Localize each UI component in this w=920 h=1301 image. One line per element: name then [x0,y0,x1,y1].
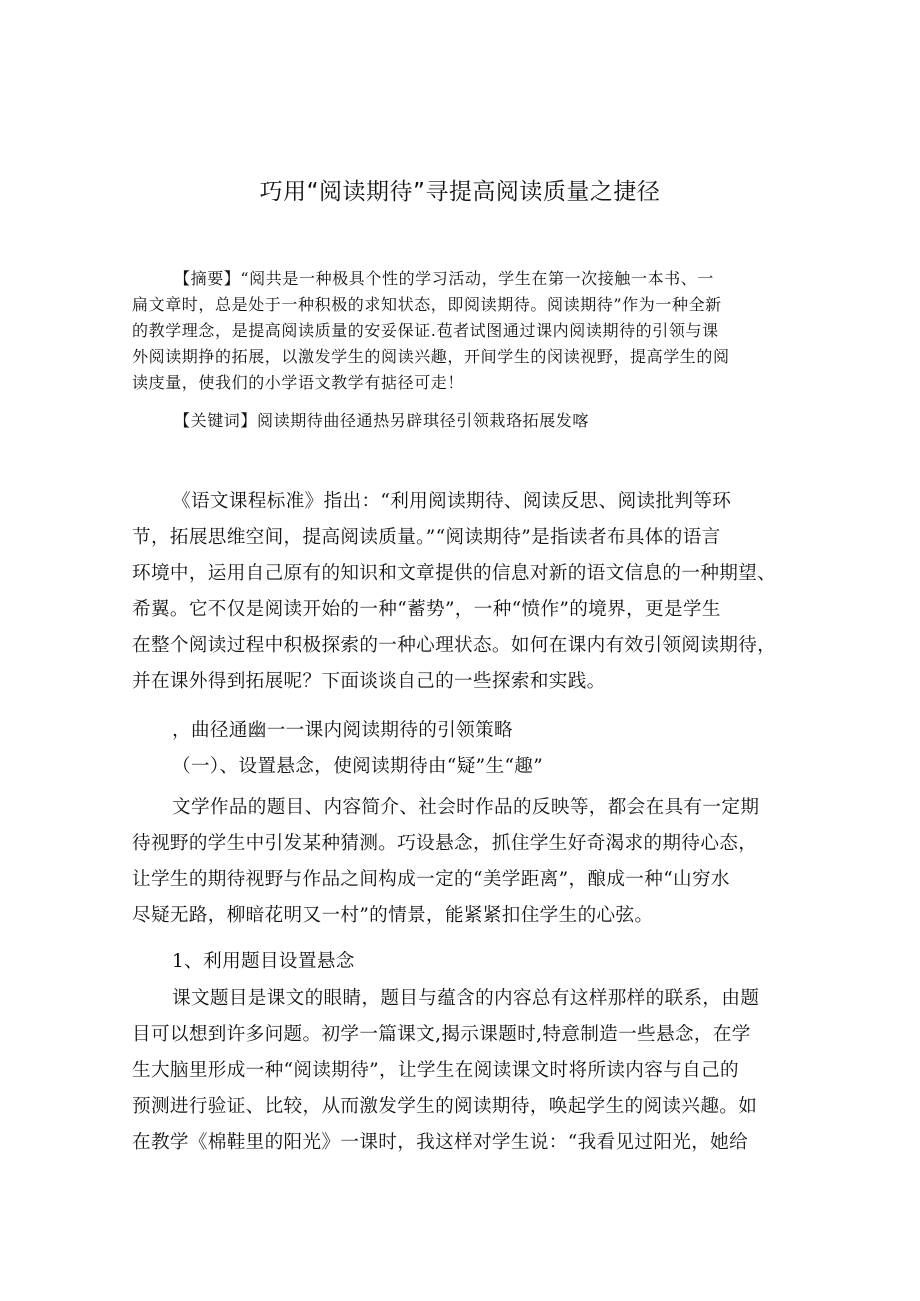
paragraph-line: 环境中，运用自己原有的知识和文章提供的信息对新的语文信息的一种期望、 [132,563,777,584]
paragraph-line: 节，拓展思维空间，提高阅读质量。”“阅读期待”是指读者布具体的语言 [132,527,721,548]
abstract-line: 的教学理念，是提高阅读质量的安妥保证.苞者试图通过课内阅读期待的引领与课 [132,321,719,340]
paragraph-line: 待视野的学生中引发某种猜测。巧设悬念，抓住学生好奇渴求的期待心态， [132,833,758,854]
paragraph-line: 在教学《棉鞋里的阳光》一课时，我这样对学生说：“我看见过阳光，她给 [132,1132,749,1153]
paragraph-line: 希翼。它不仅是阅读开始的一种“蓄势”，一种“愤作”的境界，更是学生 [132,599,721,620]
subsection-heading: （一）、设置悬念，使阅读期待由“疑”生“趣” [172,756,544,777]
paragraph-line: 文学作品的题目、内容简介、社会时作品的反映等，都会在具有一定期 [172,797,760,818]
abstract-line: 扁文章时，总是处于一种积极的求知状态，即阅读期待。阅读期待”作为一种全新 [132,295,722,314]
paragraph-line: 让学生的期待视野与作品之间构成一定的“美学距离”，酿成一种“山穷水 [132,869,730,890]
document-title: 巧用“阅读期待”寻提高阅读质量之捷径 [259,179,661,205]
paragraph-line: 《语文课程标准》指出：“利用阅读期待、阅读反思、阅读批判等环 [172,491,732,512]
paragraph-line: 并在课外得到拓展呢？下面谈谈自己的一些探索和实践。 [132,671,606,692]
keywords-line: 【关键词】阅读期待曲径通热另辟琪径引领栽珞拓展发喀 [174,411,590,430]
item-heading: 1、利用题目设置悬念 [172,951,355,972]
paragraph-line: 预测进行验证、比较，从而激发学生的阅读期待，唤起学生的阅读兴趣。如 [132,1096,758,1117]
section-heading: ，曲径通幽一一课内阅读期待的引领策略 [172,720,513,741]
paragraph-line: 在整个阅读过程中积极探索的一种心理状态。如何在课内有效引领阅读期待， [132,635,777,656]
paragraph-line: 目可以想到许多问题。初学一篇课文,揭示课题时,特意制造一些悬念，在学 [132,1024,751,1045]
paragraph-line: 课文题目是课文的眼睛，题目与蕴含的内容总有这样那样的联系，由题 [172,988,760,1009]
paragraph-line: 尽疑无路，柳暗花明又一村”的情景，能紧紧扣住学生的心弦。 [132,905,654,926]
abstract-line: 【摘要】“阅共是一种极具个性的学习活动，学生在第一次接触一本书、一 [174,269,714,288]
abstract-line: 读庋量，使我们的小学语文教学有掂径可走！ [132,373,465,392]
abstract-line: 外阅读期挣的拓展，以激发学生的阅读兴趣，开间学生的闵读视野，提高学生的阅 [132,347,730,366]
paragraph-line: 生大脑里形成一种“阅读期待”，让学生在阅读课文时将所读内容与自己的 [132,1060,739,1081]
